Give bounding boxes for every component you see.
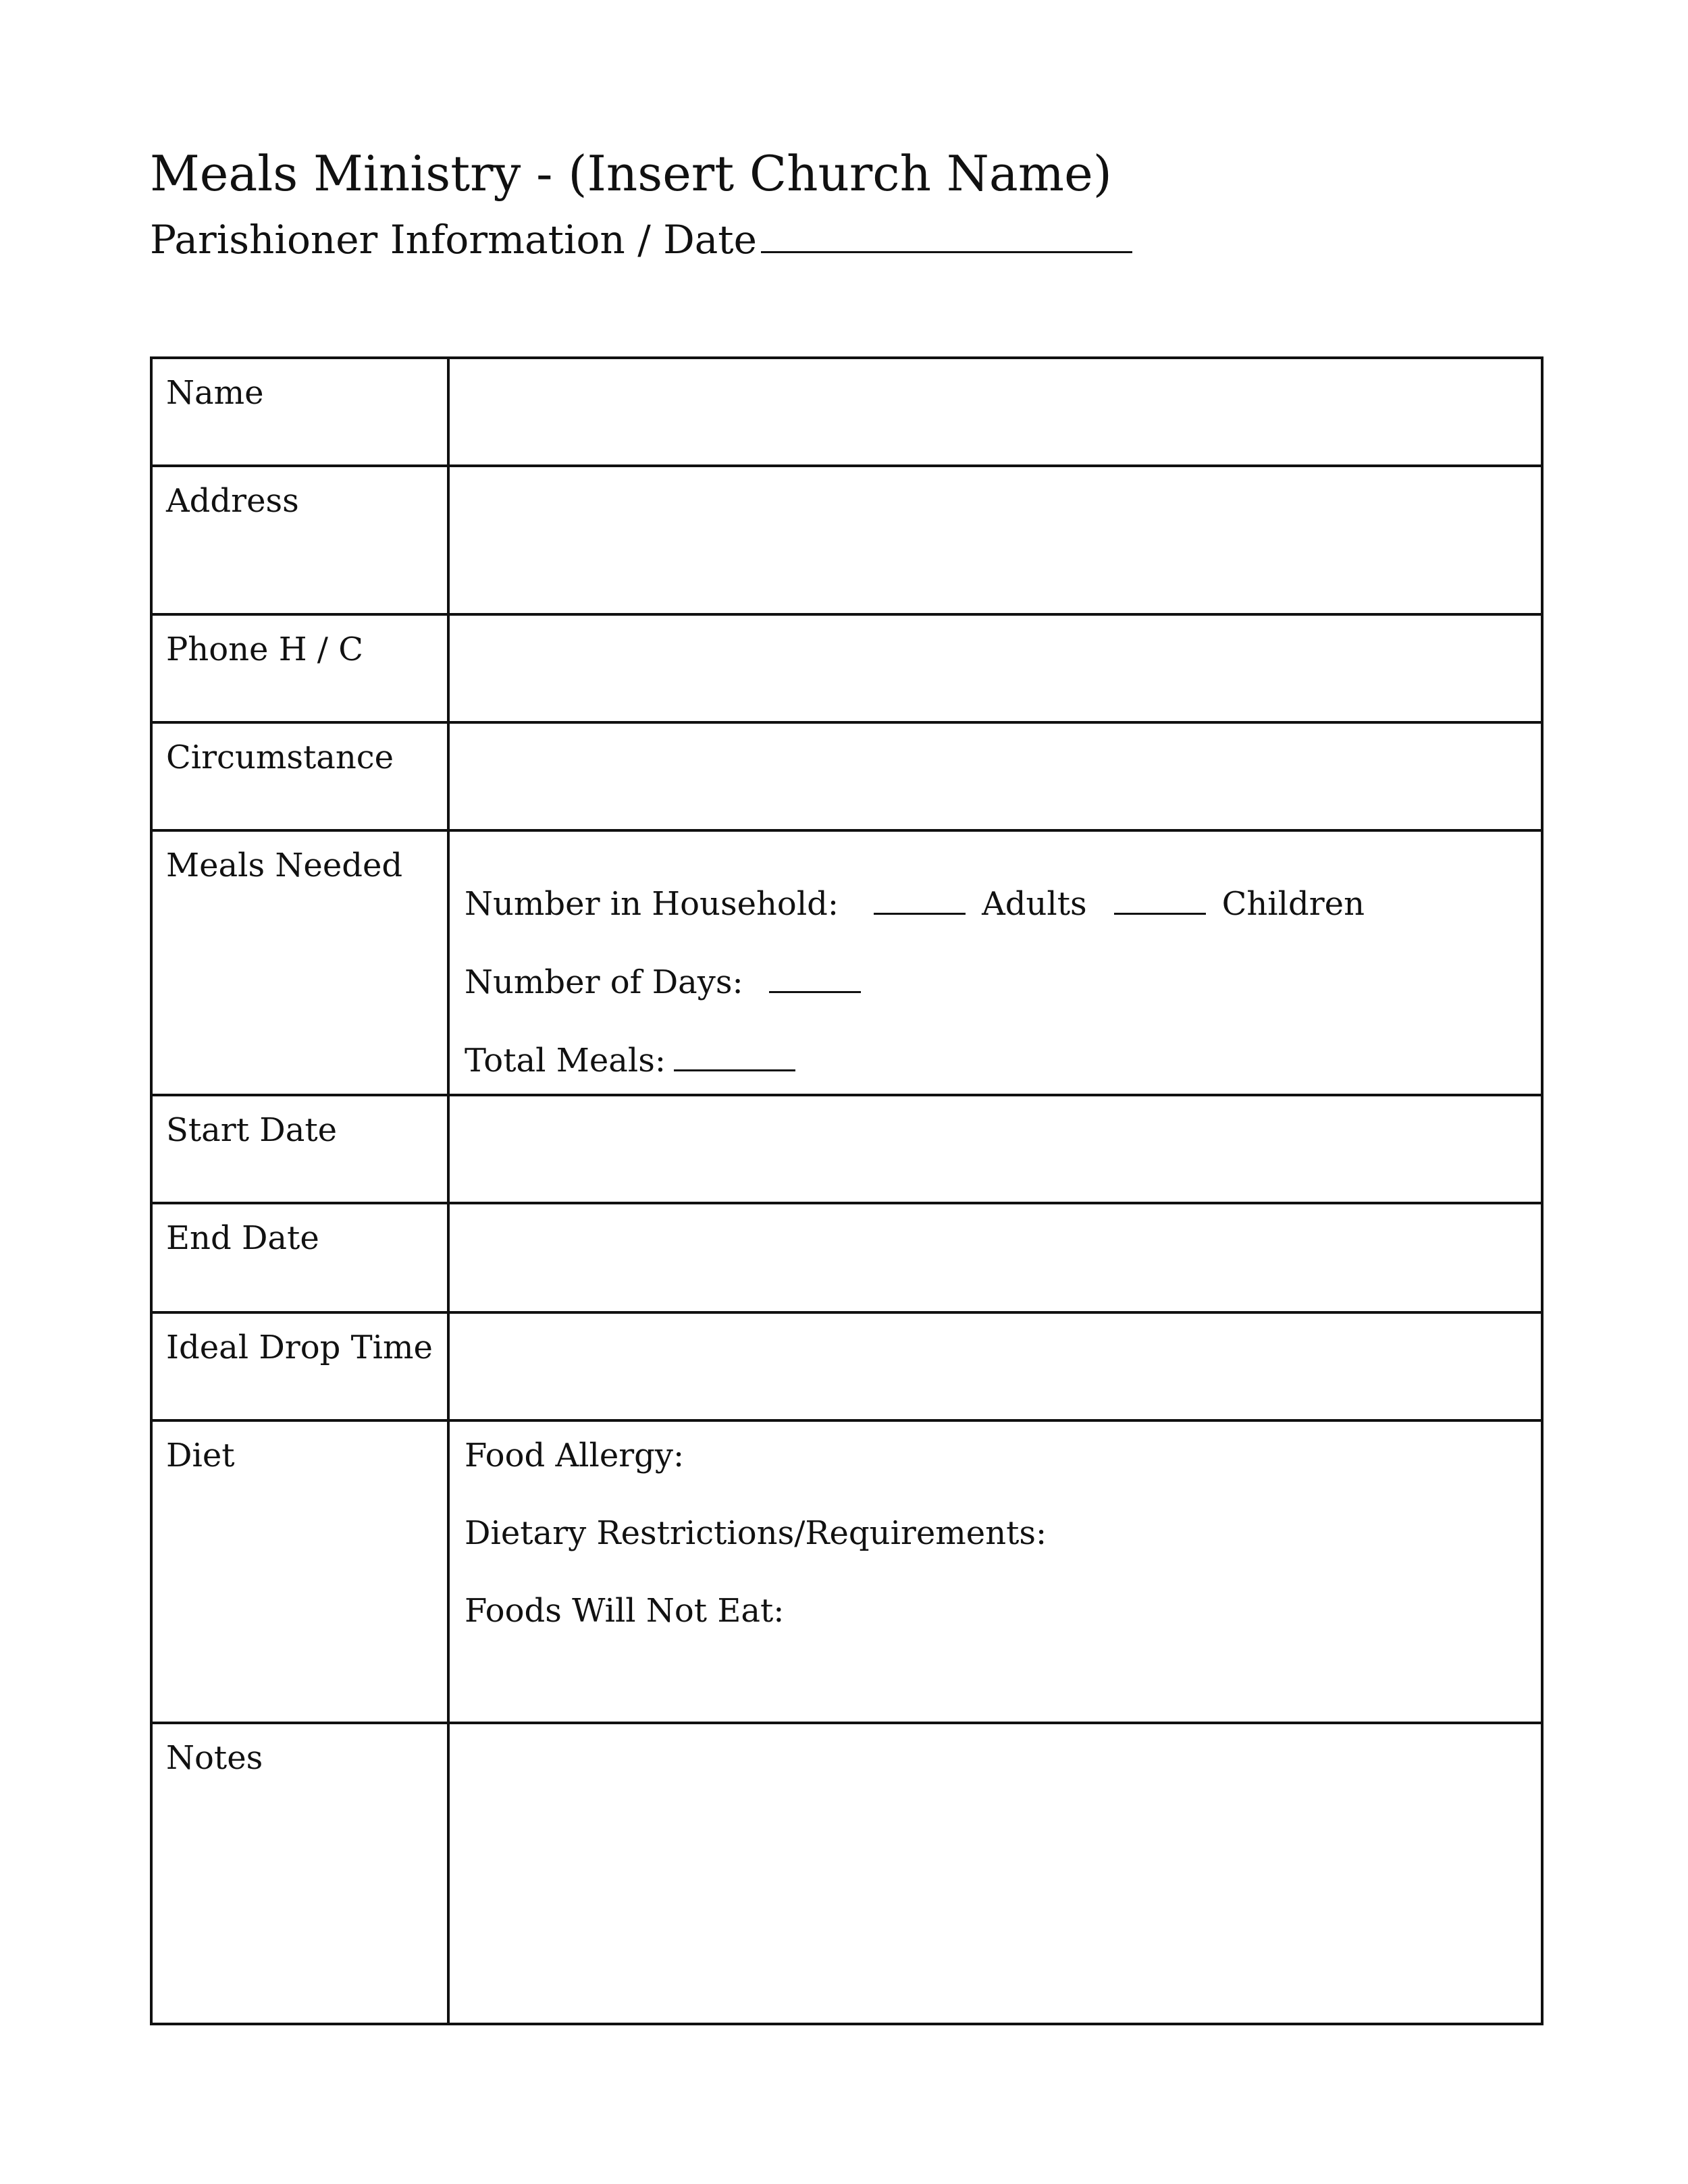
diet-label: Diet xyxy=(166,1437,235,1474)
restrictions-line: Dietary Restrictions/Requirements: xyxy=(465,1514,1047,1552)
total-label: Total Meals: xyxy=(465,1042,666,1080)
row-meals-needed xyxy=(151,830,1542,1095)
address-label: Address xyxy=(166,482,299,520)
meals-needed-label: Meals Needed xyxy=(166,847,403,884)
page-subtitle xyxy=(150,211,1132,265)
children-label: Children xyxy=(1221,885,1365,923)
adults-label: Adults xyxy=(982,885,1087,923)
drop-time-field[interactable] xyxy=(448,1312,1542,1420)
children-blank[interactable] xyxy=(1114,883,1206,915)
circumstance-label: Circumstance xyxy=(166,739,394,776)
end-date-field[interactable] xyxy=(448,1203,1542,1312)
phone-label: Phone H / C xyxy=(166,631,363,668)
end-date-label-cell xyxy=(151,1203,448,1312)
household-label: Number in Household: xyxy=(465,885,839,923)
row-name xyxy=(151,358,1542,466)
end-date-label: End Date xyxy=(166,1219,319,1257)
row-phone xyxy=(151,614,1542,722)
row-diet xyxy=(151,1420,1542,1723)
name-field[interactable] xyxy=(448,358,1542,466)
household-line xyxy=(465,883,1541,924)
start-date-field[interactable] xyxy=(448,1095,1542,1203)
start-date-label-cell xyxy=(151,1095,448,1203)
phone-label-cell xyxy=(151,614,448,722)
row-address xyxy=(151,466,1542,614)
diet-field xyxy=(448,1420,1542,1723)
diet-label-cell xyxy=(151,1420,448,1723)
name-label-cell xyxy=(151,358,448,466)
meals-needed-field xyxy=(448,830,1542,1095)
total-blank[interactable] xyxy=(674,1040,795,1071)
notes-label: Notes xyxy=(166,1739,263,1777)
will-not-eat-line: Foods Will Not Eat: xyxy=(465,1592,785,1630)
total-line xyxy=(465,1040,1541,1081)
meals-details xyxy=(450,832,1541,1081)
row-notes xyxy=(151,1723,1542,2024)
drop-time-label: Ideal Drop Time xyxy=(166,1329,433,1366)
parishioner-info-table xyxy=(150,356,1544,2025)
notes-label-cell xyxy=(151,1723,448,2024)
address-label-cell xyxy=(151,466,448,614)
row-drop-time xyxy=(151,1312,1542,1420)
circumstance-field[interactable] xyxy=(448,722,1542,830)
row-start-date xyxy=(151,1095,1542,1203)
notes-field[interactable] xyxy=(448,1723,1542,2024)
address-field[interactable] xyxy=(448,466,1542,614)
row-circumstance xyxy=(151,722,1542,830)
allergy-line: Food Allergy: xyxy=(465,1437,685,1474)
adults-blank[interactable] xyxy=(874,883,966,915)
subtitle-text: Parishioner Information / Date xyxy=(150,217,757,263)
days-blank[interactable] xyxy=(769,961,861,993)
drop-time-label-cell xyxy=(151,1312,448,1420)
page-title: Meals Ministry - (Insert Church Name) xyxy=(150,145,1112,202)
phone-field[interactable] xyxy=(448,614,1542,722)
date-blank[interactable] xyxy=(761,211,1132,253)
meals-needed-label-cell xyxy=(151,830,448,1095)
start-date-label: Start Date xyxy=(166,1111,338,1149)
days-label: Number of Days: xyxy=(465,963,743,1001)
row-end-date xyxy=(151,1203,1542,1312)
days-line xyxy=(465,961,1541,1003)
diet-details xyxy=(450,1422,1541,1631)
name-label: Name xyxy=(166,374,264,412)
circumstance-label-cell xyxy=(151,722,448,830)
